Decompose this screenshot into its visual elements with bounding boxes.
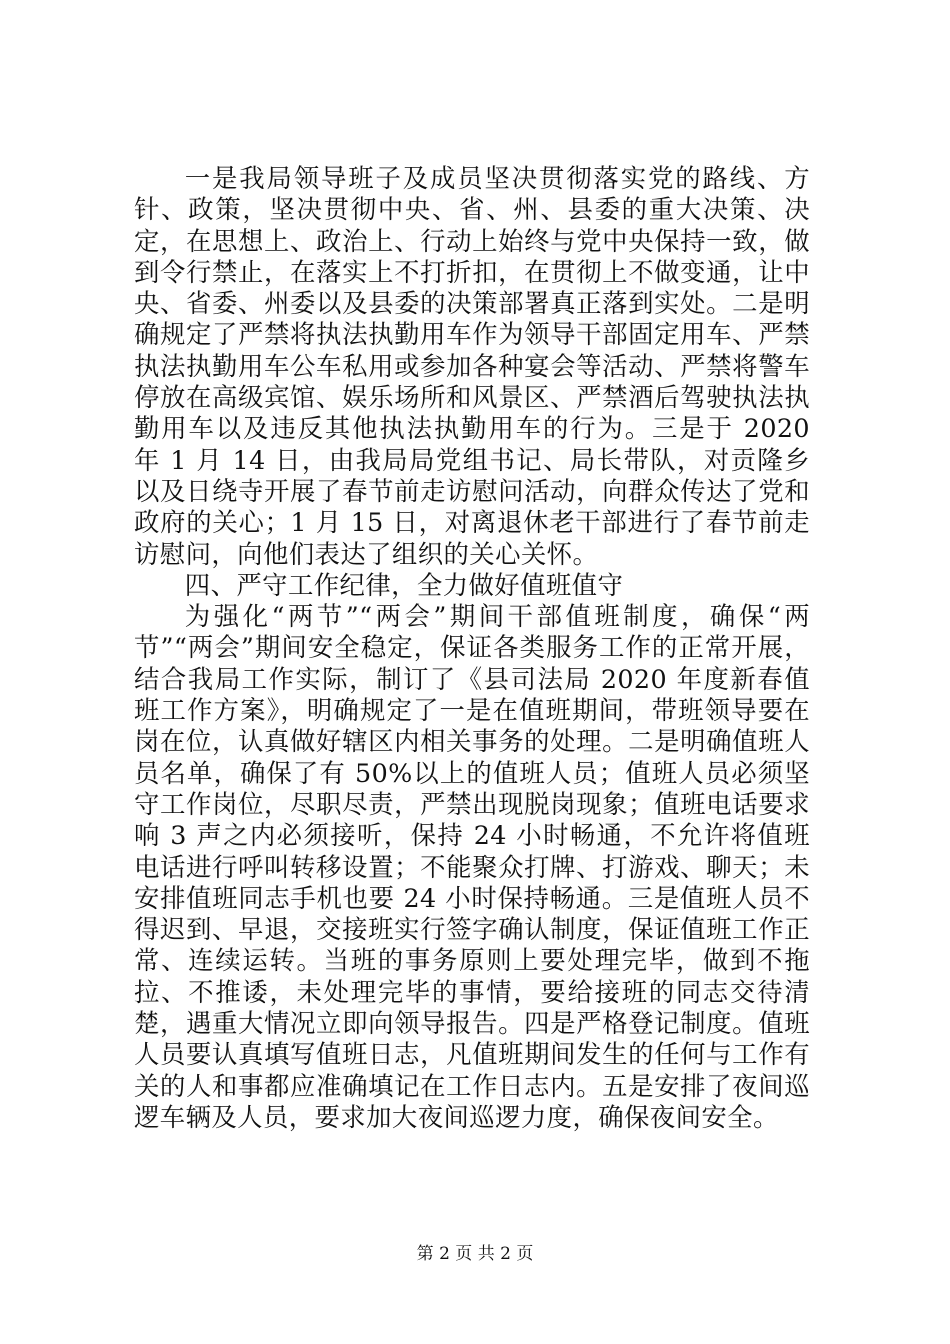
document-body	[134, 163, 810, 1133]
page-number-footer: 第 2 页 共 2 页	[416, 1244, 534, 1264]
section-heading-duty: 四、严守工作纪律，全力做好值班值守	[184, 569, 624, 600]
paragraph-duty-rules: 为强化“两节”“两会”期间干部值班制度，确保“两节”“两会”期间安全稳定，保证各类服务工作的正常开展，结合我局工作实际，制订了《县司法局 2020 年度新春值班工作方案》，明确规定了一是在值班期间，带班领导要在岗在位，认真做好辖区内相关事务的处理。二是明确值班人员名单，确保了有 50%以上的值班人员；值班人员必须坚守工作岗位，尽职尽责，严禁出现脱岗现象；值班电话要求响 3 声之内必须接听，保持 24 小时畅通，不允许将值班电话进行呼叫转移设置；不能聚众打牌、打游戏、聊天；未安排值班同志手机也要 24 小时保持畅通。三是值班人员不得迟到、早退，交接班实行签字确认制度，保证值班工作正常、连续运转。当班的事务原则上要处理完毕，做到不拖拉、不推诿，未处理完毕的事情，要给接班的同志交待清楚，遇重大情况立即向领导报告。四是严格登记制度。值班人员要认真填写值班日志，凡值班期间发生的任何与工作有关的人和事都应准确填记在工作日志内。五是安排了夜间巡逻车辆及人员，要求加大夜间巡逻力度，确保夜间安全。	[134, 601, 810, 1132]
paragraph-measures: 一是我局领导班子及成员坚决贯彻落实党的路线、方针、政策，坚决贯彻中央、省、州、县委的重大决策、决定，在思想上、政治上、行动上始终与党中央保持一致，做到令行禁止，在落实上不打折扣，在贯彻上不做变通，让中央、省委、州委以及县委的决策部署真正落到实处。二是明确规定了严禁将执法执勤用车作为领导干部固定用车、严禁执法执勤用车公车私用或参加各种宴会等活动、严禁将警车停放在高级宾馆、娱乐场所和风景区、严禁酒后驾驶执法执勤用车以及违反其他执法执勤用车的行为。三是于 2020 年 1 月 14 日，由我局局党组书记、局长带队，对贡隆乡以及日绕寺开展了春节前走访慰问活动，向群众传达了党和政府的关心；1 月 15 日，对离退休老干部进行了春节前走访慰问，向他们表达了组织的关心关怀。	[134, 163, 810, 569]
